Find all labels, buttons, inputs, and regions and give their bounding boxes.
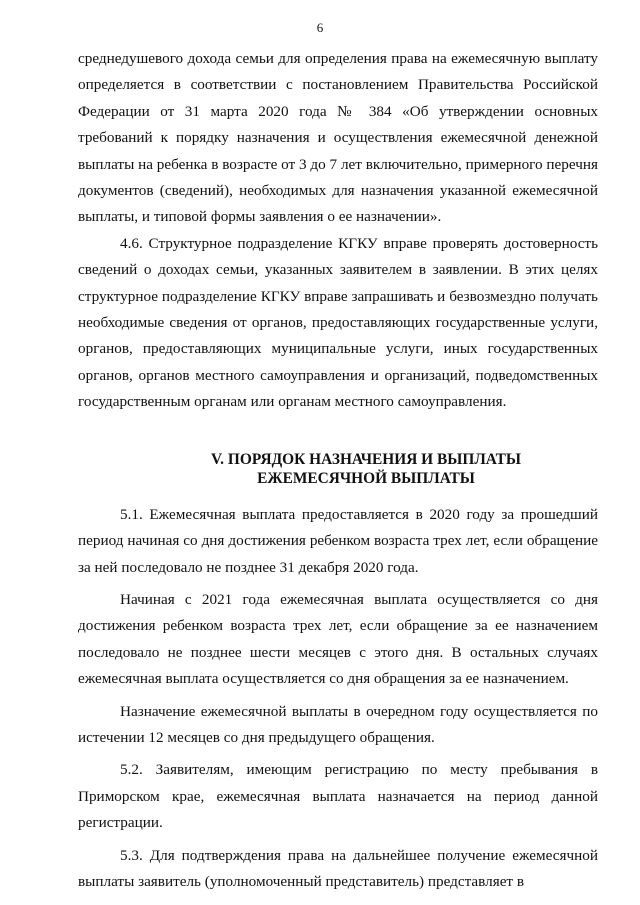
paragraph-5-2: 5.2. Заявителям, имеющим регистрацию по месту пребывания в Приморском крае, ежемесячная выплата назначается на период данной регистрации. xyxy=(78,761,598,832)
document-body xyxy=(78,46,598,895)
section-heading-line-2: ЕЖЕМЕСЯЧНОЙ ВЫПЛАТЫ xyxy=(257,469,475,487)
paragraph-continuation: среднедушевого дохода семьи для определения права на ежемесячную выплату определяется в соответствии с постановлением Правительства Российской Федерации от 31 марта 2020 года № 384 «Об утверждении основных требований к порядку назначения и осуществления ежемесячной денежной выплаты на ребенка в возрасте от 3 до 7 лет включительно, примерного перечня документов (сведений), необходимых для назначения указанной ежемесячной выплаты, и типовой формы заявления о ее назначении». xyxy=(78,50,598,226)
paragraph-from-2021: Начиная с 2021 года ежемесячная выплата осуществляется со дня достижения ребенком возраста трех лет, если обращение за ее назначением последовало не позднее шести месяцев с этого дня. В остальных случаях ежемесячная выплата осуществляется со дня обращения за ее назначением. xyxy=(78,590,598,688)
paragraph-5-3: 5.3. Для подтверждения права на дальнейшее получение ежемесячной выплаты заявитель (уполномоченный представитель) представляет в xyxy=(78,846,598,890)
page-number: 6 xyxy=(316,20,324,35)
section-heading xyxy=(78,450,598,488)
paragraph-4-6: 4.6. Структурное подразделение КГКУ вправе проверять достоверность сведений о доходах семьи, указанных заявителем в заявлении. В этих целях структурное подразделение КГКУ вправе запрашивать и безвозмездно получать необходимые сведения от органов, предоставляющих государственные услуги, органов, предоставляющих муниципальные услуги, иных государственных органов, органов местного самоуправления и организаций, подведомственных государственным органам или органам местного самоуправления. xyxy=(78,234,598,411)
section-heading-line-1: V. ПОРЯДОК НАЗНАЧЕНИЯ И ВЫПЛАТЫ xyxy=(211,450,521,468)
paragraph-5-1: 5.1. Ежемесячная выплата предоставляется в 2020 году за прошедший период начиная со дня достижения ребенком возраста трех лет, если обращение за ней последовало не позднее 31 декабря 2020 года. xyxy=(78,505,598,576)
paragraph-next-year: Назначение ежемесячной выплаты в очередном году осуществляется по истечении 12 месяцев со дня предыдущего обращения. xyxy=(78,702,598,746)
